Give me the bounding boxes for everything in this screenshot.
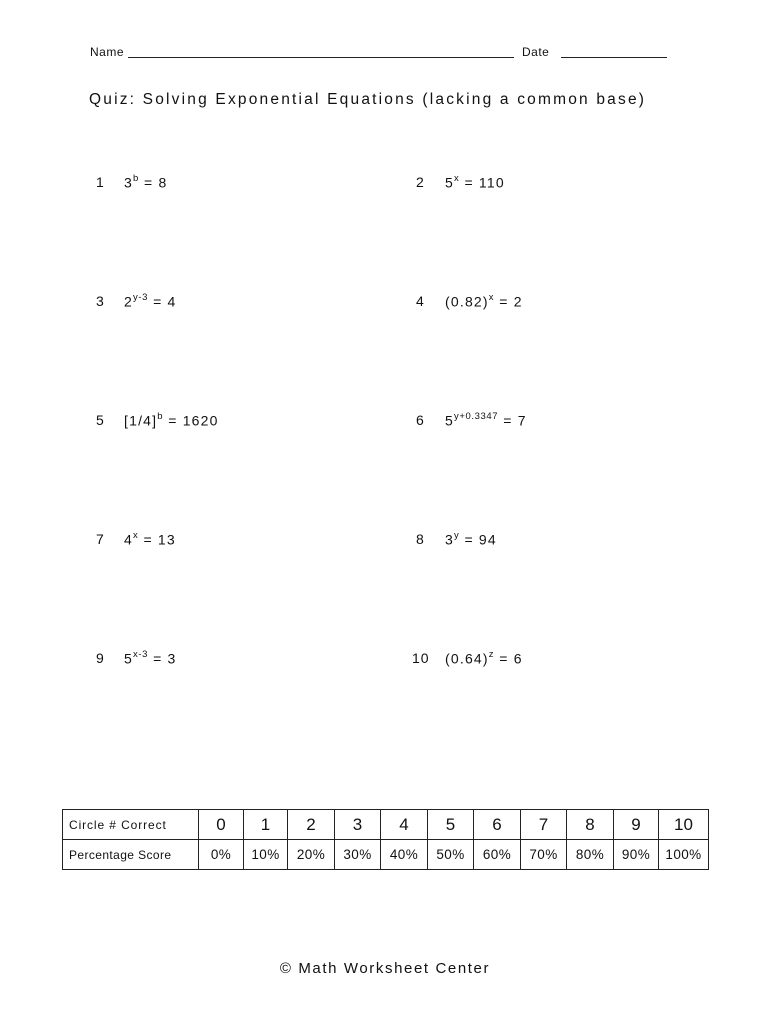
- problem-equation: $(0.82)^x = 2$: [445, 292, 523, 310]
- correct-count-cell[interactable]: 9: [614, 810, 659, 840]
- correct-count-cell[interactable]: 10: [659, 810, 709, 840]
- problem-number: 10: [412, 650, 430, 666]
- date-blank-line[interactable]: [561, 57, 667, 58]
- percentage-cell: 80%: [567, 840, 614, 870]
- problem-equation: $5^{x-3} = 3$: [124, 649, 177, 667]
- percentage-cell: 60%: [474, 840, 521, 870]
- problem-equation: $3^y = 94$: [445, 530, 497, 548]
- percentage-cell: 70%: [521, 840, 567, 870]
- correct-count-cell[interactable]: 6: [474, 810, 521, 840]
- score-table: [62, 809, 709, 870]
- problem-equation: $3^b = 8$: [124, 173, 168, 191]
- correct-count-cell[interactable]: 2: [288, 810, 335, 840]
- correct-count-cell[interactable]: 0: [199, 810, 244, 840]
- correct-count-cell[interactable]: 1: [244, 810, 288, 840]
- problem-equation: $4^x = 13$: [124, 530, 176, 548]
- problem-equation: $5^{y+0.3347} = 7$: [445, 411, 527, 429]
- percentage-cell: 90%: [614, 840, 659, 870]
- date-label: Date: [522, 45, 550, 59]
- percentage-cell: 100%: [659, 840, 709, 870]
- correct-count-cell[interactable]: 4: [381, 810, 428, 840]
- problem-number: 5: [96, 412, 105, 428]
- problem-number: 6: [416, 412, 425, 428]
- percentage-cell: 30%: [335, 840, 381, 870]
- correct-count-label: Circle # Correct: [63, 810, 199, 840]
- problem-number: 8: [416, 531, 425, 547]
- copyright-footer: © Math Worksheet Center: [279, 960, 491, 977]
- problem-number: 9: [96, 650, 105, 666]
- correct-count-row: [63, 810, 709, 840]
- name-blank-line[interactable]: [128, 57, 514, 58]
- page-title: Quiz: Solving Exponential Equations (lacking a common base): [89, 91, 647, 108]
- problem-number: 1: [96, 174, 105, 190]
- problem-equation: $[1/4]^b = 1620$: [124, 411, 219, 429]
- correct-count-cell[interactable]: 7: [521, 810, 567, 840]
- percentage-cell: 10%: [244, 840, 288, 870]
- problem-equation: $5^x = 110$: [445, 173, 505, 191]
- problem-number: 7: [96, 531, 105, 547]
- problem-equation: $(0.64)^z = 6$: [445, 649, 523, 667]
- percentage-cell: 50%: [428, 840, 474, 870]
- percentage-row: [63, 840, 709, 870]
- name-label: Name: [90, 45, 125, 59]
- percentage-cell: 40%: [381, 840, 428, 870]
- problem-equation: $2^{y-3} = 4$: [124, 292, 177, 310]
- problem-number: 4: [416, 293, 425, 309]
- percentage-cell: 0%: [199, 840, 244, 870]
- percentage-label: Percentage Score: [63, 840, 199, 870]
- problem-number: 3: [96, 293, 105, 309]
- correct-count-cell[interactable]: 3: [335, 810, 381, 840]
- problem-number: 2: [416, 174, 425, 190]
- correct-count-cell[interactable]: 5: [428, 810, 474, 840]
- correct-count-cell[interactable]: 8: [567, 810, 614, 840]
- percentage-cell: 20%: [288, 840, 335, 870]
